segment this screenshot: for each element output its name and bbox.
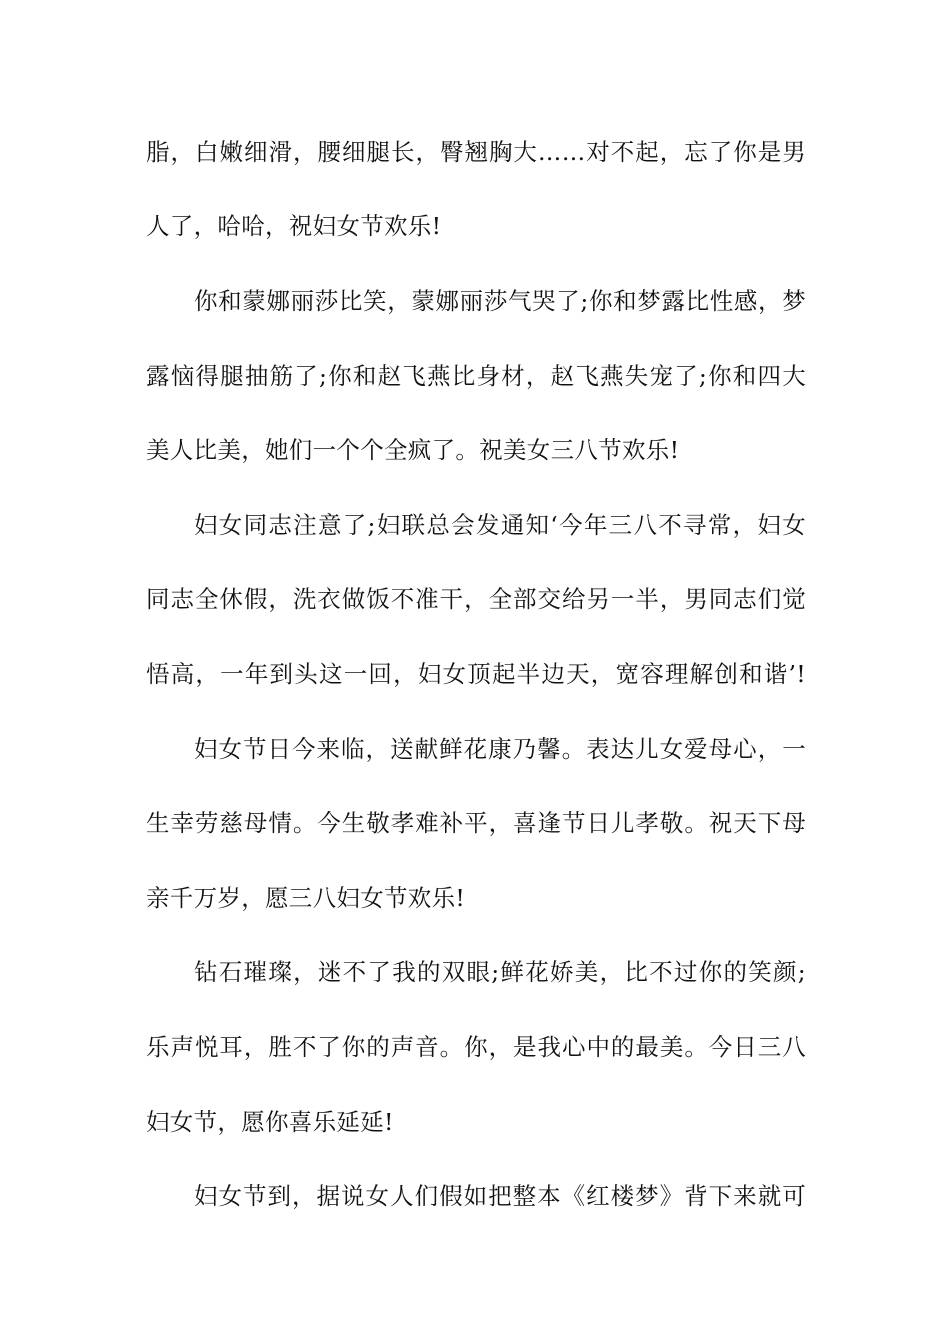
paragraph-first-line: 你和蒙娜丽莎比笑，蒙娜丽莎气哭了;你和梦露比性感，梦	[194, 287, 806, 315]
paragraph-first-line: 妇女节到，据说女人们假如把整本《红楼梦》背下来就可	[194, 1182, 806, 1210]
text-line: 人了，哈哈，祝妇女节欢乐!	[146, 212, 442, 240]
text-line: 悟高，一年到头这一回，妇女顶起半边天，宽容理解创和谐’!	[146, 660, 806, 688]
text-line: 亲千万岁，愿三八妇女节欢乐!	[146, 884, 466, 912]
text-line: 生幸劳慈母情。今生敬孝难补平，喜逢节日儿孝敬。祝天下母	[146, 809, 806, 837]
text-line: 乐声悦耳，胜不了你的声音。你，是我心中的最美。今日三八	[146, 1033, 806, 1061]
paragraph-first-line: 钻石璀璨，迷不了我的双眼;鲜花娇美，比不过你的笑颜;	[194, 958, 806, 986]
text-line: 脂，白嫩细滑，腰细腿长，臀翘胸大……对不起，忘了你是男	[146, 138, 806, 166]
paragraph-first-line: 妇女节日今来临，送献鲜花康乃馨。表达儿女爱母心，一	[194, 735, 806, 763]
text-line: 露恼得腿抽筋了;你和赵飞燕比身材，赵飞燕失宠了;你和四大	[146, 362, 806, 390]
text-line: 妇女节，愿你喜乐延延!	[146, 1108, 394, 1136]
paragraph-first-line: 妇女同志注意了;妇联总会发通知‘今年三八不寻常，妇女	[194, 511, 806, 539]
text-line: 美人比美，她们一个个全疯了。祝美女三八节欢乐!	[146, 436, 680, 464]
text-line: 同志全休假，洗衣做饭不准干，全部交给另一半，男同志们觉	[146, 585, 806, 613]
